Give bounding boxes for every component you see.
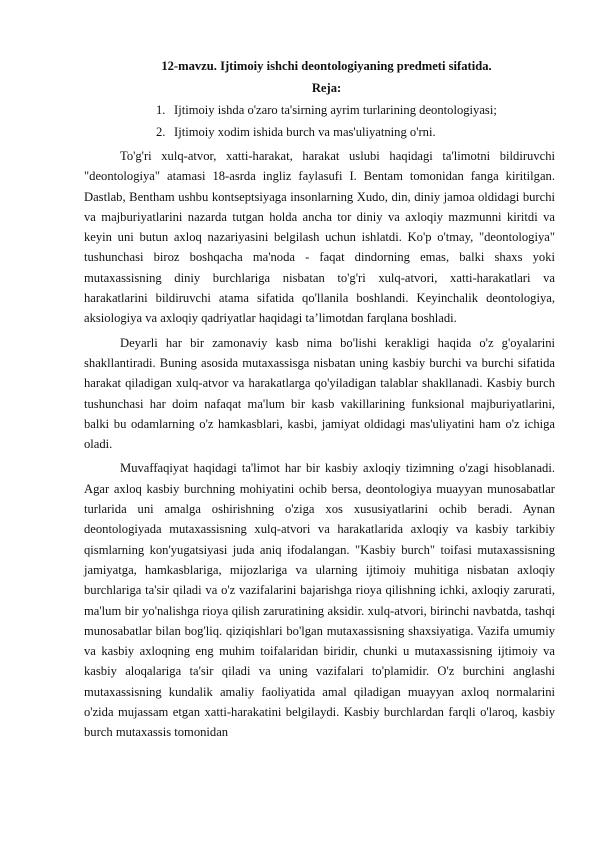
paragraph: Muvaffaqiyat haqidagi ta'limot har bir kasbiy axloqiy tizimning o'zagi hisoblanadi. Agar axloq kasbiy burchning mohiyatini ochib bersa, deontologiya muayyan munosabatlar turlarida uni amalga oshirishning o'ziga xos xususiyatlarini ochib beradi. Aynan deontologiyada mutaxassisning xulq-atvori va harakatlarida axloqiy va kasbiy tarkibiy qismlarning kon'yugatsiyasi juda aniq ifodalangan. "Kasbiy burch" toifasi mutaxassisning jamiyatga, hamkasblariga, mijozlariga va ularning ijtimoiy muhitiga nisbatan axloqiy burchlariga ta'sir qiladi va o'z vazifalarini bajarishga rioya qilishning ichki, axloqiy zarurati, ma'lum bir yo'nalishga rioya qilish zaruratining aksidir. xulq-atvori, birinchi navbatda, tashqi munosabatlar bilan bog'liq. qiziqishlari bo'lgan mutaxassisning shaxsiyatiga. Vazifa umumiy va kasbiy axloqning eng muhim toifalaridan biridir, chunki u mutaxassisning ijtimoiy va kasbiy aloqalariga ta'sir qiladi va uning vazifalari to'plamidir. O'z burchini anglashi mutaxassisning kundalik amaliy faoliyatida amal qiladigan muayyan axloq normalarini o'zida mujassam etgan xatti-harakatini belgilaydi. Kasbiy burchlardan farqli o'laroq, kasbiy burch mutaxassis tomonidan xyxy=(84,461,555,740)
paragraph: Deyarli har bir zamonaviy kasb nima bo'lishi kerakligi haqida o'z g'oyalarini shakllantiradi. Buning asosida mutaxassisga nisbatan uning kasbiy burchi va burchi sifatida harakat qiladigan xulq-atvor va harakatlarga qo'yiladigan talablar shakllanadi. Kasbiy burch tushunchasi har doim nafaqat ma'lum bir kasb vakillarining funksional majburiyatlarini, balki bu odamlarning o'z hamkasblari, kasbi, jamiyat oldidagi mas'uliyatini ham o'z ichiga oladi. xyxy=(84,335,555,452)
plan-heading: Reja: xyxy=(311,81,342,95)
plan-item xyxy=(156,102,555,118)
paragraph: To'g'ri xulq-atvor, xatti-harakat, harakat uslubi haqidagi ta'limotni bildiruvchi "deontologiya" atamasi 18-asrda ingliz faylasufi I. Bentam tomonidan fanga kiritilgan. Dastlab, Bentham ushbu kontseptsiyaga insonlarning Xudo, din, diniy jamoa oldidagi burchi va majburiyatlarini nazarda tutgan holda ancha tor diniy va axloqiy mazmunni kiritdi va keyin uni butun axloq nazariyasini belgilash uchun ishlatdi. Ko'p o'tmay, "deontologiya" tushunchasi biroz boshqacha ma'noda - faqat dindorning emas, balki shaxs yoki mutaxassisning diniy burchlariga nisbatan to'g'ri xulq-atvori, xatti-harakatlari va harakatlarini bildiruvchi atama sifatida qo'llanila boshlandi. Keyinchalik deontologiya, aksiologiya va axloqiy qadriyatlar haqidagi ta’limotdan farqlana boshladi. xyxy=(84,149,555,326)
document-title: 12-mavzu. Ijtimoiy ishchi deontologiyaning predmeti sifatida. xyxy=(161,59,492,73)
plan-item-text: Ijtimoiy ishda o'zaro ta'sirning ayrim turlarining deontologiyasi; xyxy=(174,103,497,117)
plan-item xyxy=(156,124,555,140)
plan-list xyxy=(84,102,555,140)
document-body xyxy=(84,58,555,743)
plan-item-text: Ijtimoiy xodim ishida burch va mas'uliyatning o'rni. xyxy=(174,125,436,139)
plan-item-number: 1. xyxy=(156,103,166,117)
plan-item-number: 2. xyxy=(156,125,166,139)
